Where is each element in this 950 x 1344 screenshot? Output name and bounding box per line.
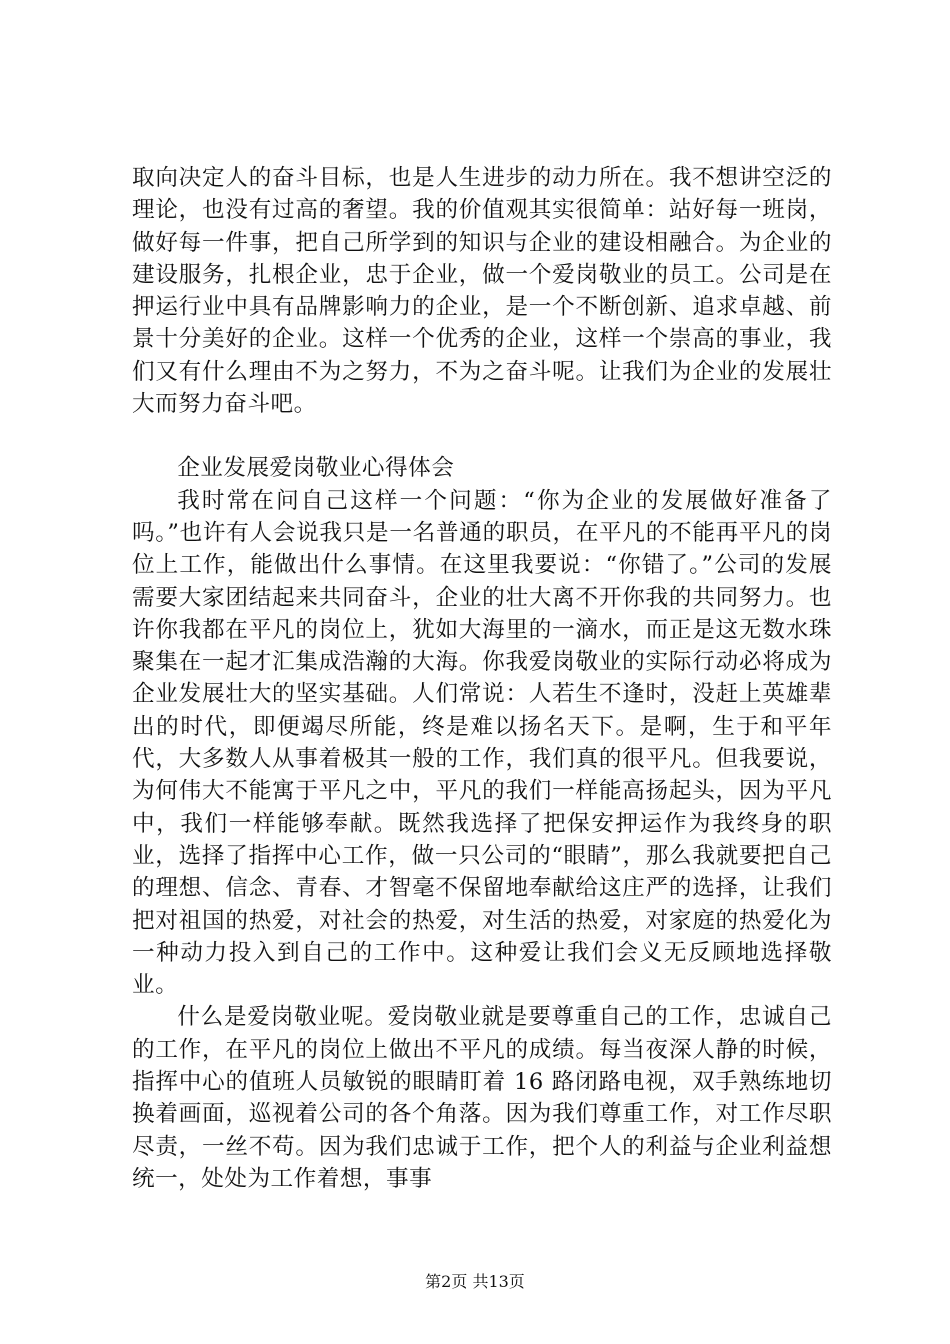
paragraph-what-is-dedication: 什么是爱岗敬业呢。爱岗敬业就是要尊重自己的工作，忠诚自己的工作，在平凡的岗位上做出不平凡的成绩。每当夜深人静的时候，指挥中心的值班人员敏锐的眼睛盯着 16 路闭路电视，双手熟练地切换着画面，巡视着公司的各个角落。因为我们尊重工作，对工作尽职尽责，一丝不苟。因为我们忠诚于工作，把个人的利益与企业利益想统一，处处为工作着想，事事 — [132, 1004, 832, 1192]
document-body — [132, 162, 832, 1195]
paragraph-values: 取向决定人的奋斗目标，也是人生进步的动力所在。我不想讲空泛的理论，也没有过高的奢望。我的价值观其实很简单：站好每一班岗，做好每一件事，把自己所学到的知识与企业的建设相融合。为企业的建设服务，扎根企业，忠于企业，做一个爱岗敬业的员工。公司是在押运行业中具有品牌影响力的企业，是一个不断创新、追求卓越、前景十分美好的企业。这样一个优秀的企业，这样一个崇高的事业，我们又有什么理由不为之努力，不为之奋斗呢。让我们为企业的发展壮大而努力奋斗吧。 — [132, 165, 832, 418]
paragraph-self-question: 我时常在问自己这样一个问题：“你为企业的发展做好准备了吗。”也许有人会说我只是一名普通的职员，在平凡的不能再平凡的岗位上工作，能做出什么事情。在这里我要说：“你错了。”公司的发展需要大家团结起来共同奋斗，企业的壮大离不开你我的共同努力。也许你我都在平凡的岗位上，犹如大海里的一滴水，而正是这无数水珠聚集在一起才汇集成浩瀚的大海。你我爱岗敬业的实际行动必将成为企业发展壮大的坚实基础。人们常说：人若生不逢时，没赶上英雄辈出的时代，即便竭尽所能，终是难以扬名天下。是啊，生于和平年代，大多数人从事着极其一般的工作，我们真的很平凡。但我要说，为何伟大不能寓于平凡之中，平凡的我们一样能高扬起头，因为平凡中，我们一样能够奉献。既然我选择了把保安押运作为我终身的职业，选择了指挥中心工作，做一只公司的“眼睛”，那么我就要把自己的理想、信念、青春、才智毫不保留地奉献给这庄严的选择，让我们把对祖国的热爱，对社会的热爱，对生活的热爱，对家庭的热爱化为一种动力投入到自己的工作中。这种爱让我们会义无反顾地选择敬业。 — [132, 487, 832, 999]
page-footer: 第2页 共13页 — [425, 1272, 525, 1291]
section-heading: 企业发展爱岗敬业心得体会 — [177, 455, 455, 482]
